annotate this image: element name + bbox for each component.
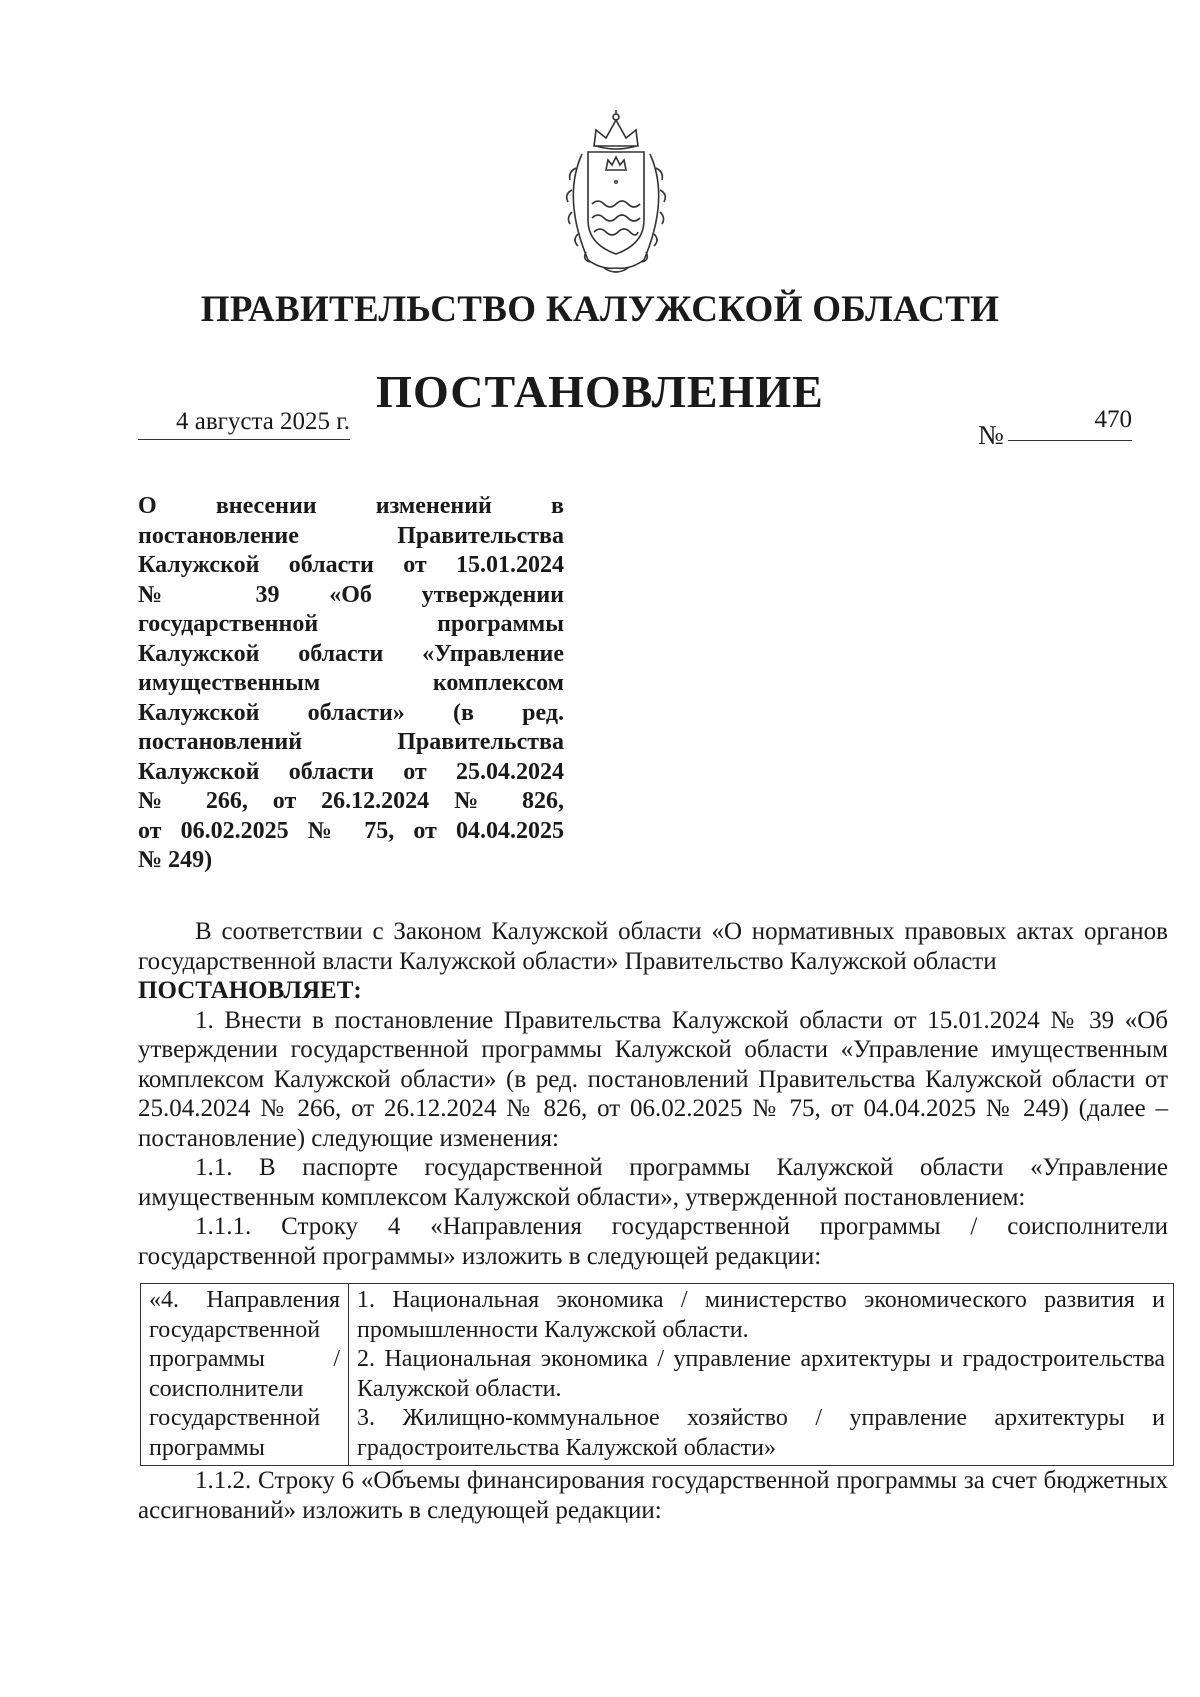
- subject-line: № 249): [138, 847, 213, 873]
- number-label: №: [978, 420, 1004, 450]
- subject-line: государственной программы: [138, 611, 564, 637]
- subject-line: Калужской области» (в ред.: [138, 699, 564, 726]
- document-type: ПОСТАНОВЛЕНИЕ: [376, 366, 824, 417]
- row-label-cell: «4. Направления государственной программы / соисполнители государственной программы: [141, 1284, 349, 1466]
- subject-line: № 266, от 26.12.2024 № 826,: [138, 788, 564, 814]
- kaluga-coat-of-arms-icon: [548, 108, 684, 278]
- government-name: ПРАВИТЕЛЬСТВО КАЛУЖСКОЙ ОБЛАСТИ: [200, 289, 1000, 330]
- table-row: [141, 1284, 1174, 1466]
- intro-paragraph: В соответствии с Законом Калужской области «О нормативных правовых актах органов государственной власти Калужской области» Правительство Калужской области: [138, 918, 1168, 975]
- paragraph-1-1-2: 1.1.2. Строку 6 «Объемы финансирования государственной программы за счет бюджетных ассигнований» изложить в следующей редакции:: [138, 1467, 1168, 1524]
- subject-line: Калужской области от 15.01.2024: [138, 552, 564, 578]
- row-content-cell: [349, 1284, 1174, 1466]
- paragraph-1: 1. Внести в постановление Правительства Калужской области от 15.01.2024 № 39 «Об утверждении государственной программы Калужской области «Управление имущественным комплексом Калужской области» (в ред. постановлений Правительства Калужской области от 25.04.2024 № 266, от 26.12.2024 № 826, от 06.02.2025 № 75, от 04.04.2025 № 249) (далее – постановление) следующие изменения:: [138, 1006, 1168, 1152]
- subject-line: № 39 «Об утверждении: [138, 581, 564, 608]
- subject-line: Калужской области от 25.04.2024: [138, 758, 564, 785]
- subject-line: постановлений Правительства: [138, 729, 564, 755]
- subject-line: Калужской области «Управление: [138, 640, 564, 667]
- program-row-4-table: [140, 1283, 1174, 1466]
- list-item: 3. Жилищно-коммунальное хозяйство / управление архитектуры и градостроительства Калужской области»: [357, 1405, 1165, 1461]
- subject-line: имущественным комплексом: [138, 670, 564, 696]
- document-number: 470: [1008, 406, 1132, 441]
- document-body: [138, 917, 1168, 1525]
- list-item: 1. Национальная экономика / министерство экономического развития и промышленности Калужской области.: [357, 1287, 1165, 1343]
- paragraph-1-1-1: 1.1.1. Строку 4 «Направления государственной программы / соисполнители государственной программы» изложить в следующей редакции:: [138, 1213, 1168, 1270]
- subject-line: от 06.02.2025 № 75, от 04.04.2025: [138, 817, 564, 844]
- document-date: 4 августа 2025 г.: [138, 408, 350, 440]
- subject-line: О внесении изменений в: [138, 493, 564, 519]
- paragraph-1-1: 1.1. В паспорте государственной программы Калужской области «Управление имущественным комплексом Калужской области», утвержденной постановлением:: [138, 1154, 1168, 1211]
- subject-line: постановление Правительства: [138, 522, 564, 549]
- list-item: 2. Национальная экономика / управление архитектуры и градостроительства Калужской области.: [357, 1346, 1165, 1402]
- decree-word: ПОСТАНОВЛЯЕТ:: [138, 977, 362, 1004]
- document-subject: [138, 492, 564, 876]
